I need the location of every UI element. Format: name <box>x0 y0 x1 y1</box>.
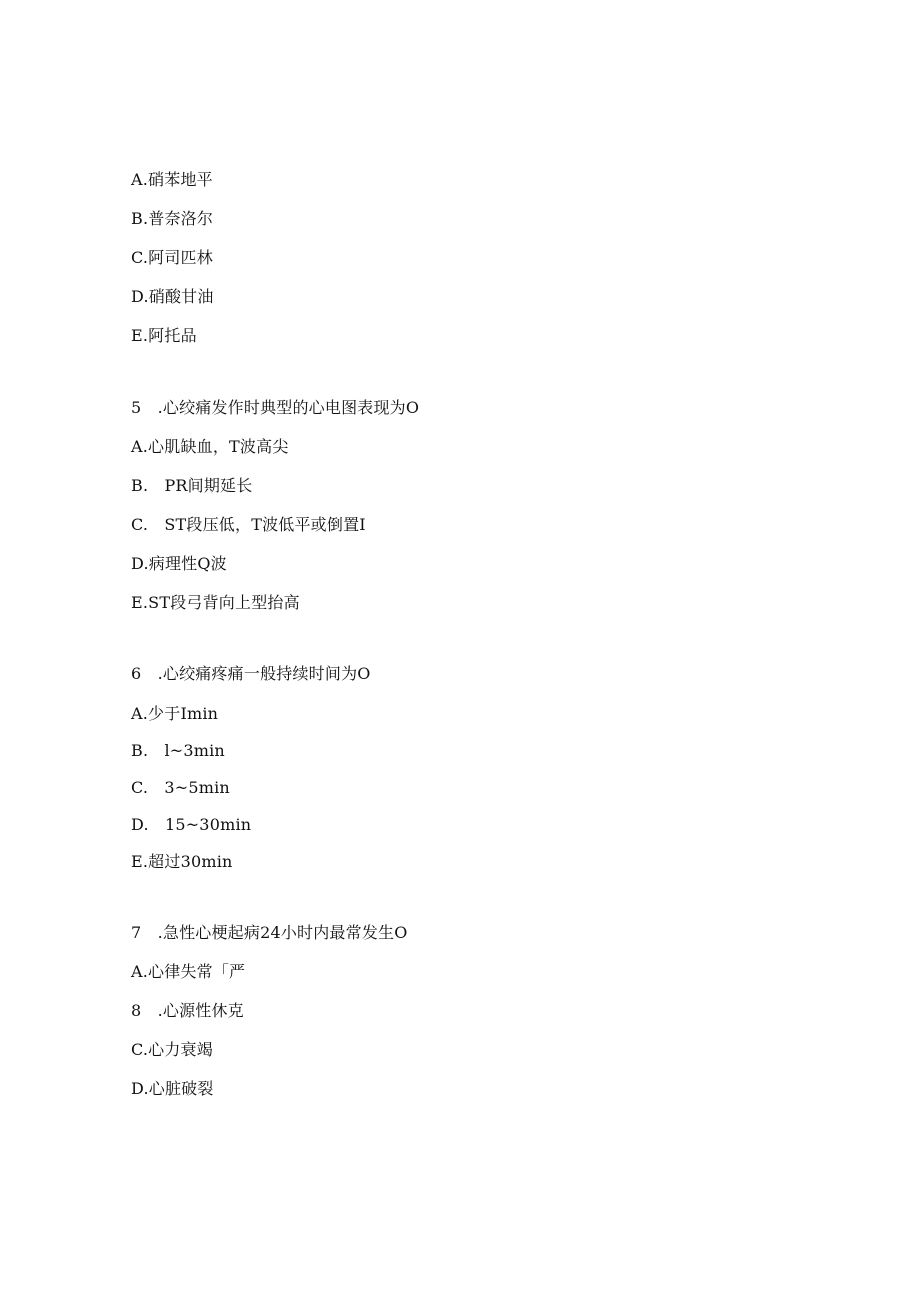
option-a: A.硝苯地平 <box>131 170 213 189</box>
q6-option-b: B. l~3min <box>131 741 225 760</box>
q5-option-e: E.ST段弓背向上型抬高 <box>131 593 300 612</box>
q7-option-c: C.心力衰竭 <box>131 1040 213 1059</box>
option-b: B.普奈洛尔 <box>131 209 214 228</box>
question-5: 5 .心绞痛发作时典型的心电图表现为O <box>131 398 420 417</box>
option-d: D.硝酸甘油 <box>131 287 214 306</box>
q5-option-b: B. PR间期延长 <box>131 476 253 495</box>
q5-option-c: C. ST段压低，T波低平或倒置I <box>131 515 366 534</box>
q7-option-a: A.心律失常「严 <box>131 962 246 981</box>
q6-option-e: E.超过30min <box>131 852 233 871</box>
q7-option-d: D.心脏破裂 <box>131 1079 214 1098</box>
q5-option-a: A.心肌缺血，T波高尖 <box>131 437 289 456</box>
q7-option-b: 8 .心源性休克 <box>131 1001 244 1020</box>
option-c: C.阿司匹林 <box>131 248 213 267</box>
q6-option-c: C. 3~5min <box>131 778 230 797</box>
q6-option-a: A.少于Imin <box>131 704 219 723</box>
option-e: E.阿托品 <box>131 326 197 345</box>
question-6: 6 .心绞痛疼痛一般持续时间为O <box>131 664 371 683</box>
q6-option-d: D. 15~30min <box>131 815 252 834</box>
question-7: 7 .急性心梗起病24小时内最常发生O <box>131 923 408 942</box>
q5-option-d: D.病理性Q波 <box>131 554 227 573</box>
